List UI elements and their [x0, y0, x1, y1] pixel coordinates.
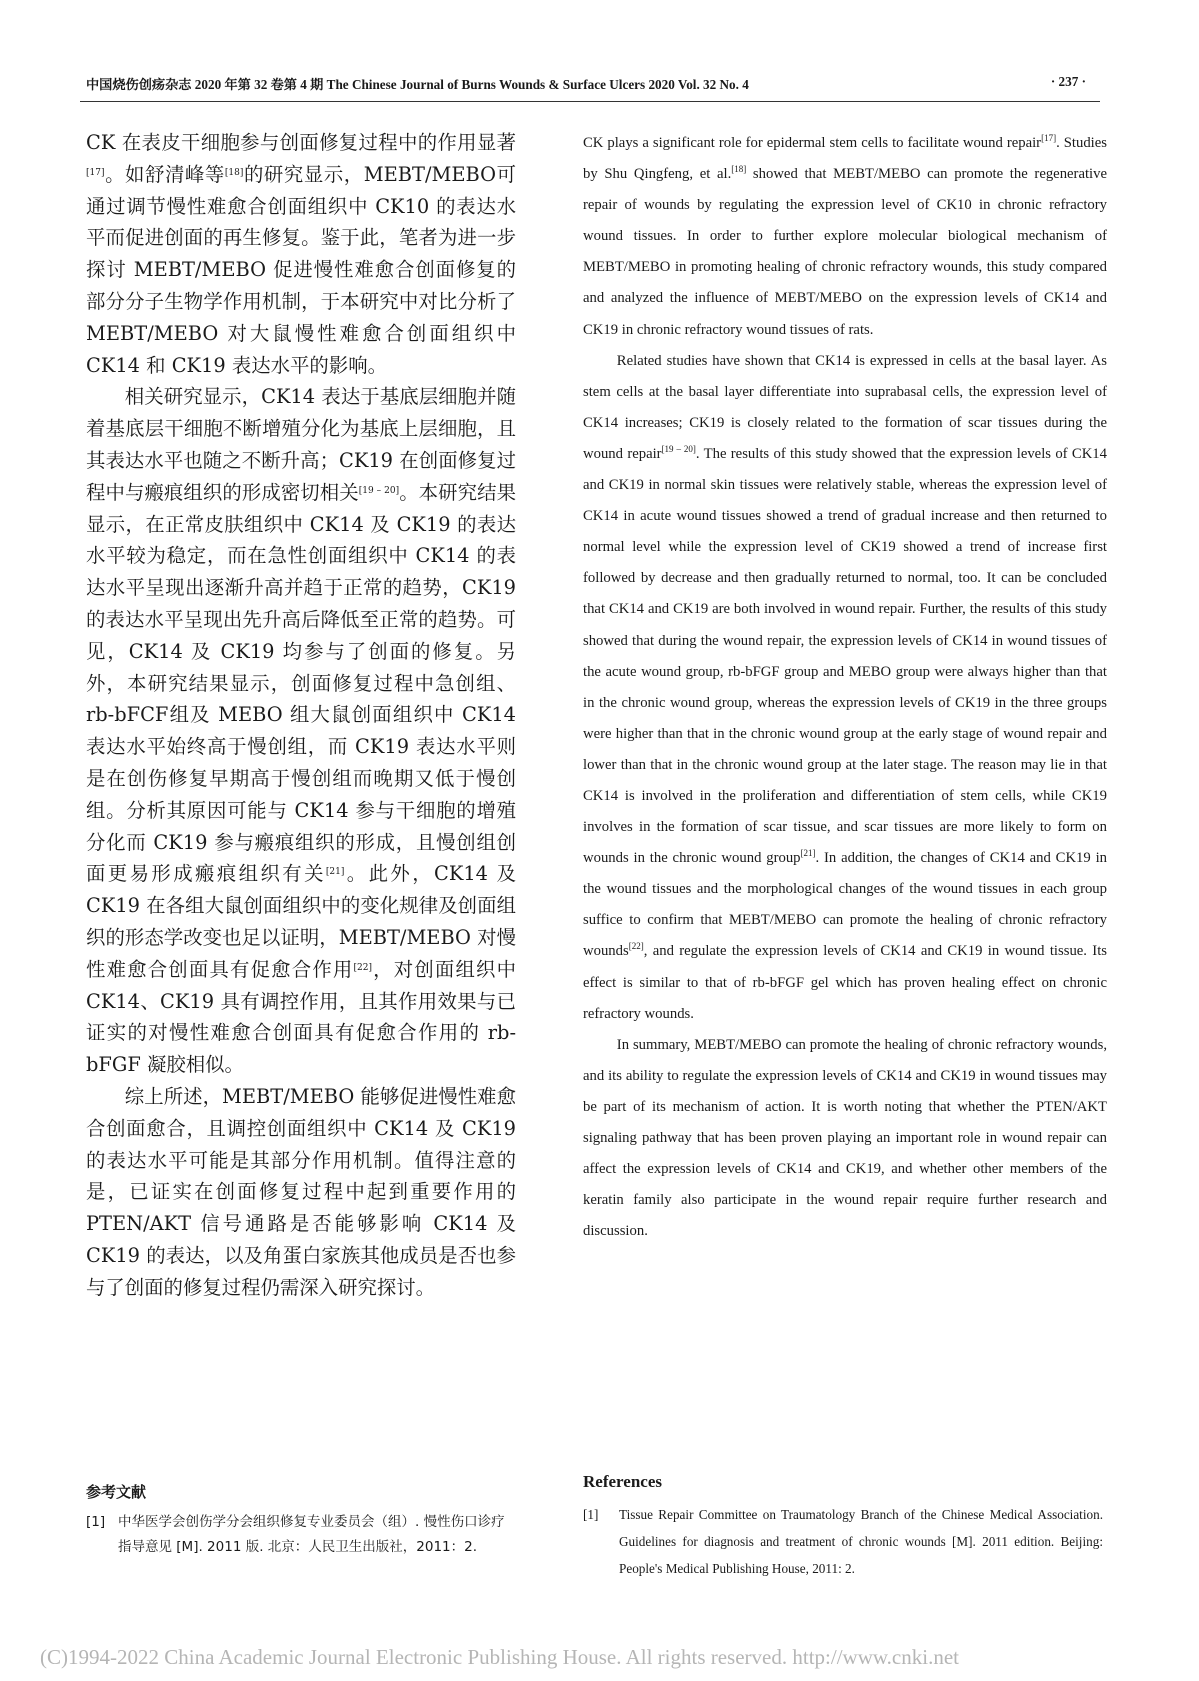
reference-text: 中华医学会创伤学分会组织修复专业委员会（组）. 慢性伤口诊疗指导意见 [M]. 2011 版. 北京：人民卫生出版社，2011：2. [118, 1514, 505, 1555]
citation: [18] [224, 167, 244, 178]
zh-paragraph-3: 综上所述，MEBT/MEBO 能够促进慢性难愈合创面愈合，且调控创面组织中 CK14 及 CK19 的表达水平可能是其部分作用机制。值得注意的是，已证实在创面修复过程中起到重要作用的 PTEN/AKT 信号通路是否能够影响 CK14 及 CK19 的表达，以及角蛋白家族其他成员是否也参与了创面的修复过程仍需深入研究探讨。 [86, 1084, 516, 1299]
citation: [22] [628, 941, 644, 952]
en-paragraph-1: CK plays a significant role for epidermal stem cells to facilitate wound repair[17]. Studies by Shu Qingfeng, et al.[18] showed that MEBT/MEBO can promote the regenerative repair of wounds by regulating the expression level of CK10 in chronic refractory wound tissues. In order to further explore molecular biological mechanism of MEBT/MEBO in promoting healing of chronic refractory wounds, this study compared and analyzed the influence of MEBT/MEBO on the expression levels of CK14 and CK19 in chronic refractory wound tissues of rats. [583, 133, 1107, 338]
en-reference-1 [583, 1501, 1103, 1582]
reference-number: [1] [86, 1514, 106, 1530]
citation: [19 – 20] [661, 443, 696, 454]
citation: [21] [800, 848, 816, 859]
en-references-heading: References [583, 1472, 662, 1491]
reference-text: Tissue Repair Committee on Traumatology Branch of the Chinese Medical Association. Guidelines for diagnosis and treatment of chronic wounds [M]. 2011 edition. Beijing: People's Medical Publishing House, 2011: 2. [619, 1507, 1103, 1576]
header-rule [80, 101, 1100, 102]
copyright-footer: (C)1994-2022 China Academic Journal Electronic Publishing House. All rights reserved. http://www.cnki.net [40, 1645, 959, 1669]
en-paragraph-3: In summary, MEBT/MEBO can promote the healing of chronic refractory wounds, and its ability to regulate the expression levels of CK14 and CK19 in wound tissues may be part of its mechanism of action. It is worth noting that whether the PTEN/AKT signaling pathway that has been proven playing an important role in wound repair can affect the expression levels of CK14 and CK19, and whether other members of the keratin family also participate in the wound repair require further research and discussion. [583, 1036, 1107, 1240]
zh-paragraph-2: 相关研究显示，CK14 表达于基底层细胞并随着基底层干细胞不断增殖分化为基底上层细胞，且其表达水平也随之不断升高；CK19 在创面修复过程中与瘢痕组织的形成密切相关[19 – 20]。本研究结果显示，在正常皮肤组织中 CK14 及 CK19 的表达水平较为稳定，而在急性创面组织中 CK14 的表达水平呈现出逐渐升高并趋于正常的趋势，CK19 的表达水平呈现出先升高后降低至正常的趋势。可见，CK14 及 CK19 均参与了创面的修复。另外，本研究结果显示，创面修复过程中急创组、rb-bFCF组及 MEBO 组大鼠创面组织中 CK14 表达水平始终高于慢创组，而 CK19 表达水平则是在创伤修复早期高于慢创组而晚期又低于慢创组。分析其原因可能与 CK14 参与干细胞的增殖分化而 CK19 参与瘢痕组织的形成，且慢创组创面更易形成瘢痕组织有关[21]。此外，CK14 及 CK19 在各组大鼠创面组织中的变化规律及创面组织的形态学改变也足以证明，MEBT/MEBO 对慢性难愈合创面具有促愈合作用[22]，对创面组织中 CK14、CK19 具有调控作用，且其作用效果与已证实的对慢性难愈合创面具有促愈合作用的 rb-bFGF 凝胶相似。 [86, 385, 517, 1077]
zh-paragraph-1: CK 在表皮干细胞参与创面修复过程中的作用显著[17]。如舒清峰等[18]的研究显示，MEBT/MEBO可通过调节慢性难愈合创面组织中 CK10 的表达水平而促进创面的再生修复。鉴于此，笔者为进一步探讨 MEBT/MEBO 促进慢性难愈合创面修复的部分分子生物学作用机制，于本研究中对比分析了 MEBT/MEBO 对大鼠慢性难愈合创面组织中 CK14 和 CK19 表达水平的影响。 [86, 131, 516, 377]
citation: [19 – 20] [358, 485, 400, 496]
english-column [583, 128, 1107, 1247]
zh-reference-1 [86, 1510, 516, 1560]
running-header [86, 74, 1086, 96]
citation: [21] [325, 867, 345, 878]
citation: [17] [86, 167, 105, 178]
reference-number: [1] [583, 1507, 599, 1522]
journal-header: 中国烧伤创疡杂志 2020 年第 32 卷第 4 期 The Chinese Journal of Burns Wounds & Surface Ulcers 2020 Vol. 32 No. 4 [86, 77, 749, 92]
citation: [22] [353, 962, 372, 973]
citation: [17] [1041, 133, 1057, 143]
en-paragraph-2: Related studies have shown that CK14 is expressed in cells at the basal layer. As stem cells at the basal layer differentiate into suprabasal cells, the expression level of CK14 increases; CK19 is closely related to the formation of scar tissues during the wound repair[19 – 20]. The results of this study showed that the expression levels of CK14 and CK19 in normal skin tissues were relatively stable, whereas the expression level of CK14 in acute wound tissues showed a trend of gradual increase and then returned to normal level while the expression level of CK19 showed a trend of increase first followed by decrease and then gradually returned to normal, too. It can be concluded that CK14 and CK19 are both involved in wound repair. Further, the results of this study showed that during the wound repair, the expression levels of CK14 in wound tissues of the acute wound group, rb-bFGF group and MEBO group were always higher than that in the chronic wound group, whereas the expression levels of CK19 in the three groups were higher than that in the chronic wound group at the early stage of wound repair and lower than that in the chronic wound group at the later stage. The reason may lie in that CK14 is involved in the proliferation and differentiation of stem cells, while CK19 involves in the formation of scar tissue, and scar tissues are more likely to form on wounds in the chronic wound group[21]. In addition, the changes of CK14 and CK19 in the wound tissues and the morphological changes of the wound tissues in each group suffice to confirm that MEBT/MEBO can promote the healing of chronic refractory wounds[22], and regulate the expression levels of CK14 and CK19 in wound tissue. Its effect is similar to that of rb-bFGF gel which has proven healing effect on chronic refractory wounds. [583, 352, 1107, 1022]
citation: [18] [731, 164, 747, 175]
zh-references-heading: 参考文献 [86, 1483, 147, 1501]
page-number: · 237 · [1050, 74, 1086, 89]
chinese-column [86, 127, 516, 1303]
